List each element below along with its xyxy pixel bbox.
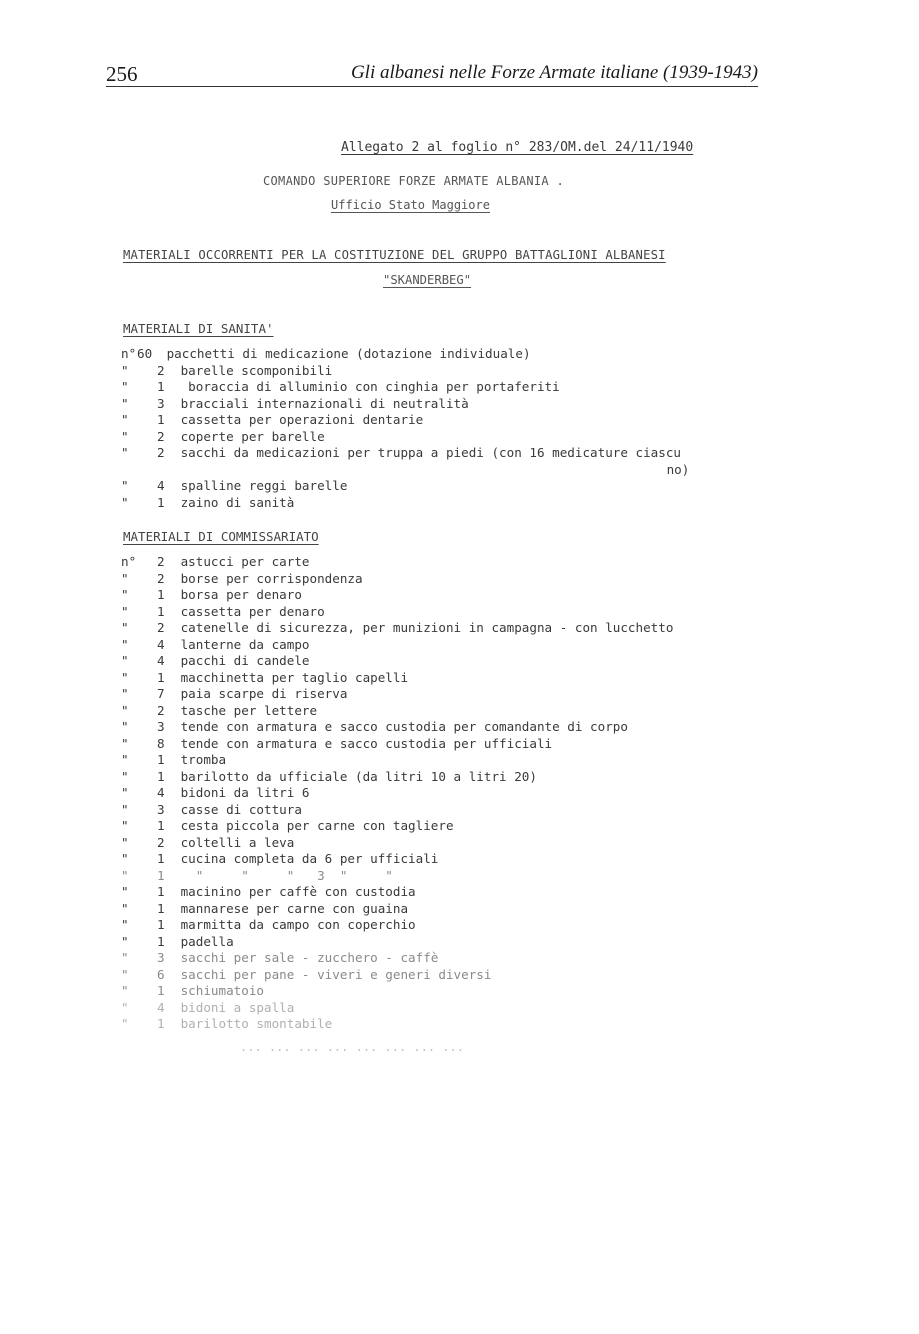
item-desc: pacchi di candele <box>180 653 310 668</box>
item-prefix: " <box>121 900 129 916</box>
item-desc: tende con armatura e sacco custodia per comandante di corpo <box>180 719 628 734</box>
item-desc: catenelle di sicurezza, per munizioni in campagna - con lucchetto <box>180 620 674 635</box>
item-qty: 1 <box>157 768 165 784</box>
item-prefix: " <box>121 834 129 850</box>
item-prefix: " <box>121 669 129 685</box>
item-prefix: " <box>121 735 129 751</box>
item-desc: borse per corrispondenza <box>180 570 363 586</box>
item-qty: 6 <box>157 966 165 982</box>
item-desc: cesta piccola per carne con tagliere <box>180 818 454 833</box>
item-qty: 4 <box>157 999 165 1015</box>
list-item <box>121 379 689 396</box>
item-prefix: " <box>121 494 129 510</box>
list-commissariato <box>121 554 673 1033</box>
item-prefix: " <box>121 702 129 718</box>
annex-reference: Allegato 2 al foglio n° 283/OM.del 24/11/1940 <box>341 140 694 155</box>
item-prefix: " <box>121 636 129 652</box>
list-item <box>121 967 673 984</box>
item-desc: sacchi per sale - zucchero - caffè <box>180 950 439 965</box>
list-item <box>121 670 673 687</box>
item-desc: coperte per barelle <box>180 428 325 444</box>
item-prefix: " <box>121 818 129 833</box>
list-sanita <box>121 346 689 511</box>
item-qty: 1 <box>157 983 165 998</box>
list-item <box>121 445 689 478</box>
item-qty: 2 <box>157 428 165 444</box>
command-heading: COMANDO SUPERIORE FORZE ARMATE ALBANIA . <box>263 174 564 188</box>
list-item <box>121 637 673 654</box>
item-prefix: " <box>121 801 129 817</box>
item-prefix: " <box>121 999 129 1015</box>
item-qty: 1 <box>157 412 165 427</box>
list-item <box>121 478 689 495</box>
item-desc: marmitta da campo con coperchio <box>180 917 416 932</box>
item-prefix: " <box>121 412 129 427</box>
item-desc: barilotto da ufficiale (da litri 10 a litri 20) <box>180 768 537 784</box>
list-item <box>121 868 673 885</box>
item-prefix: n° <box>121 554 137 569</box>
list-item <box>121 495 689 512</box>
list-item <box>121 934 673 951</box>
item-desc: mannarese per carne con guaina <box>180 900 409 916</box>
list-item <box>121 851 673 868</box>
item-prefix: " <box>121 428 129 444</box>
running-title: Gli albanesi nelle Forze Armate italiane (1939-1943) <box>350 62 758 83</box>
item-qty: 2 <box>157 570 165 586</box>
item-prefix: " <box>121 395 129 411</box>
item-desc: macinino per caffè con custodia <box>180 884 416 899</box>
item-prefix: " <box>121 587 129 602</box>
item-desc: tende con armatura e sacco custodia per ufficiali <box>180 735 553 751</box>
list-item <box>121 736 673 753</box>
item-qty: 7 <box>157 686 165 701</box>
item-prefix: " <box>121 570 129 586</box>
item-prefix: n° <box>121 346 137 361</box>
item-qty: 1 <box>157 603 165 619</box>
item-desc: tasche per lettere <box>180 702 318 718</box>
item-prefix: " <box>121 603 129 619</box>
item-desc: macchinetta per taglio capelli <box>180 669 409 685</box>
item-qty: 2 <box>157 702 165 718</box>
item-prefix: " <box>121 686 129 701</box>
item-qty: 4 <box>157 636 165 652</box>
item-prefix: " <box>121 867 129 883</box>
list-item <box>121 396 689 413</box>
item-desc: " " " 3 " " <box>180 867 393 883</box>
item-qty: 1 <box>157 917 165 932</box>
item-desc: bidoni da litri 6 <box>180 785 310 800</box>
list-item <box>121 554 673 571</box>
item-qty: 2 <box>157 445 165 460</box>
item-qty: 60 <box>137 346 153 361</box>
item-desc: boraccia di alluminio con cinghia per portaferiti <box>180 379 560 394</box>
list-item <box>121 653 673 670</box>
list-item <box>121 587 673 604</box>
item-qty: 1 <box>157 933 165 949</box>
document-title: MATERIALI OCCORRENTI PER LA COSTITUZIONE DEL GRUPPO BATTAGLIONI ALBANESI <box>123 248 666 262</box>
item-qty: 1 <box>157 818 165 833</box>
item-qty: 4 <box>157 785 165 800</box>
item-qty: 2 <box>157 834 165 850</box>
item-desc-continuation: no) <box>666 461 690 477</box>
list-item <box>121 901 673 918</box>
item-qty: 2 <box>157 620 165 635</box>
section-heading-sanita: MATERIALI DI SANITA' <box>123 321 274 336</box>
list-item <box>121 1016 673 1033</box>
list-item <box>121 363 689 380</box>
item-desc: schiumatoio <box>180 983 264 998</box>
item-desc: bidoni a spalla <box>180 999 295 1015</box>
item-desc: cucina completa da 6 per ufficiali <box>180 851 439 866</box>
page-number: 256 <box>106 62 138 86</box>
item-desc: sacchi da medicazioni per truppa a piedi (con 16 medicature ciascu <box>180 445 682 460</box>
item-qty: 1 <box>157 884 165 899</box>
item-prefix: " <box>121 851 129 866</box>
item-prefix: " <box>121 620 129 635</box>
item-qty: 1 <box>157 669 165 685</box>
list-item <box>121 785 673 802</box>
list-item <box>121 1000 673 1017</box>
list-item <box>121 769 673 786</box>
item-qty: 2 <box>157 362 165 378</box>
illegible-trailing-line: ... ... ... ... ... ... ... ... <box>240 1040 464 1054</box>
list-item <box>121 818 673 835</box>
item-desc: coltelli a leva <box>180 834 295 850</box>
item-prefix: " <box>121 950 129 965</box>
item-qty: 1 <box>157 900 165 916</box>
office-heading: Ufficio Stato Maggiore <box>331 198 490 212</box>
list-item <box>121 983 673 1000</box>
item-qty: 1 <box>157 752 165 767</box>
item-prefix: " <box>121 653 129 668</box>
item-desc: sacchi per pane - viveri e generi diversi <box>180 966 492 982</box>
item-qty: 1 <box>157 379 165 394</box>
item-prefix: " <box>121 785 129 800</box>
item-desc: pacchetti di medicazione (dotazione individuale) <box>166 346 531 361</box>
list-item <box>121 604 673 621</box>
item-qty: 1 <box>157 867 165 883</box>
item-desc: cassetta per operazioni dentarie <box>180 412 424 427</box>
item-prefix: " <box>121 1016 129 1031</box>
item-qty: 1 <box>157 494 165 510</box>
item-desc: paia scarpe di riserva <box>180 686 348 701</box>
list-item <box>121 719 673 736</box>
section-heading-commissariato: MATERIALI DI COMMISSARIATO <box>123 529 319 544</box>
item-desc: bracciali internazionali di neutralità <box>180 395 469 411</box>
item-desc: astucci per carte <box>180 554 310 569</box>
item-prefix: " <box>121 752 129 767</box>
item-desc: zaino di sanità <box>180 494 295 510</box>
item-prefix: " <box>121 933 129 949</box>
item-prefix: " <box>121 983 129 998</box>
header-rule <box>106 86 758 87</box>
item-prefix: " <box>121 719 129 734</box>
item-qty: 8 <box>157 735 165 751</box>
item-prefix: " <box>121 445 129 460</box>
item-prefix: " <box>121 362 129 378</box>
item-qty: 1 <box>157 587 165 602</box>
list-item <box>121 429 689 446</box>
item-desc: tromba <box>180 752 227 767</box>
list-item <box>121 346 689 363</box>
item-prefix: " <box>121 478 129 493</box>
list-item <box>121 571 673 588</box>
item-desc: borsa per denaro <box>180 587 302 602</box>
item-qty: 3 <box>157 395 165 411</box>
item-desc: lanterne da campo <box>180 636 310 652</box>
item-desc: spalline reggi barelle <box>180 478 348 493</box>
item-qty: 4 <box>157 478 165 493</box>
list-item <box>121 917 673 934</box>
item-prefix: " <box>121 966 129 982</box>
item-desc: casse di cottura <box>180 801 302 817</box>
list-item <box>121 835 673 852</box>
item-qty: 3 <box>157 801 165 817</box>
item-qty: 3 <box>157 950 165 965</box>
list-item <box>121 620 673 637</box>
list-item <box>121 884 673 901</box>
item-qty: 2 <box>157 554 165 569</box>
item-desc: cassetta per denaro <box>180 603 325 619</box>
list-item <box>121 686 673 703</box>
item-qty: 3 <box>157 719 165 734</box>
list-item <box>121 950 673 967</box>
item-prefix: " <box>121 884 129 899</box>
list-item <box>121 752 673 769</box>
item-desc: barelle scomponibili <box>180 362 333 378</box>
list-item <box>121 703 673 720</box>
item-prefix: " <box>121 768 129 784</box>
list-item <box>121 802 673 819</box>
item-prefix: " <box>121 379 129 394</box>
document-subtitle: "SKANDERBEG" <box>383 273 472 287</box>
item-desc: padella <box>180 933 234 949</box>
item-desc: barilotto smontabile <box>180 1016 333 1031</box>
item-prefix: " <box>121 917 129 932</box>
item-qty: 4 <box>157 653 165 668</box>
item-qty: 1 <box>157 1016 165 1031</box>
list-item <box>121 412 689 429</box>
item-qty: 1 <box>157 851 165 866</box>
